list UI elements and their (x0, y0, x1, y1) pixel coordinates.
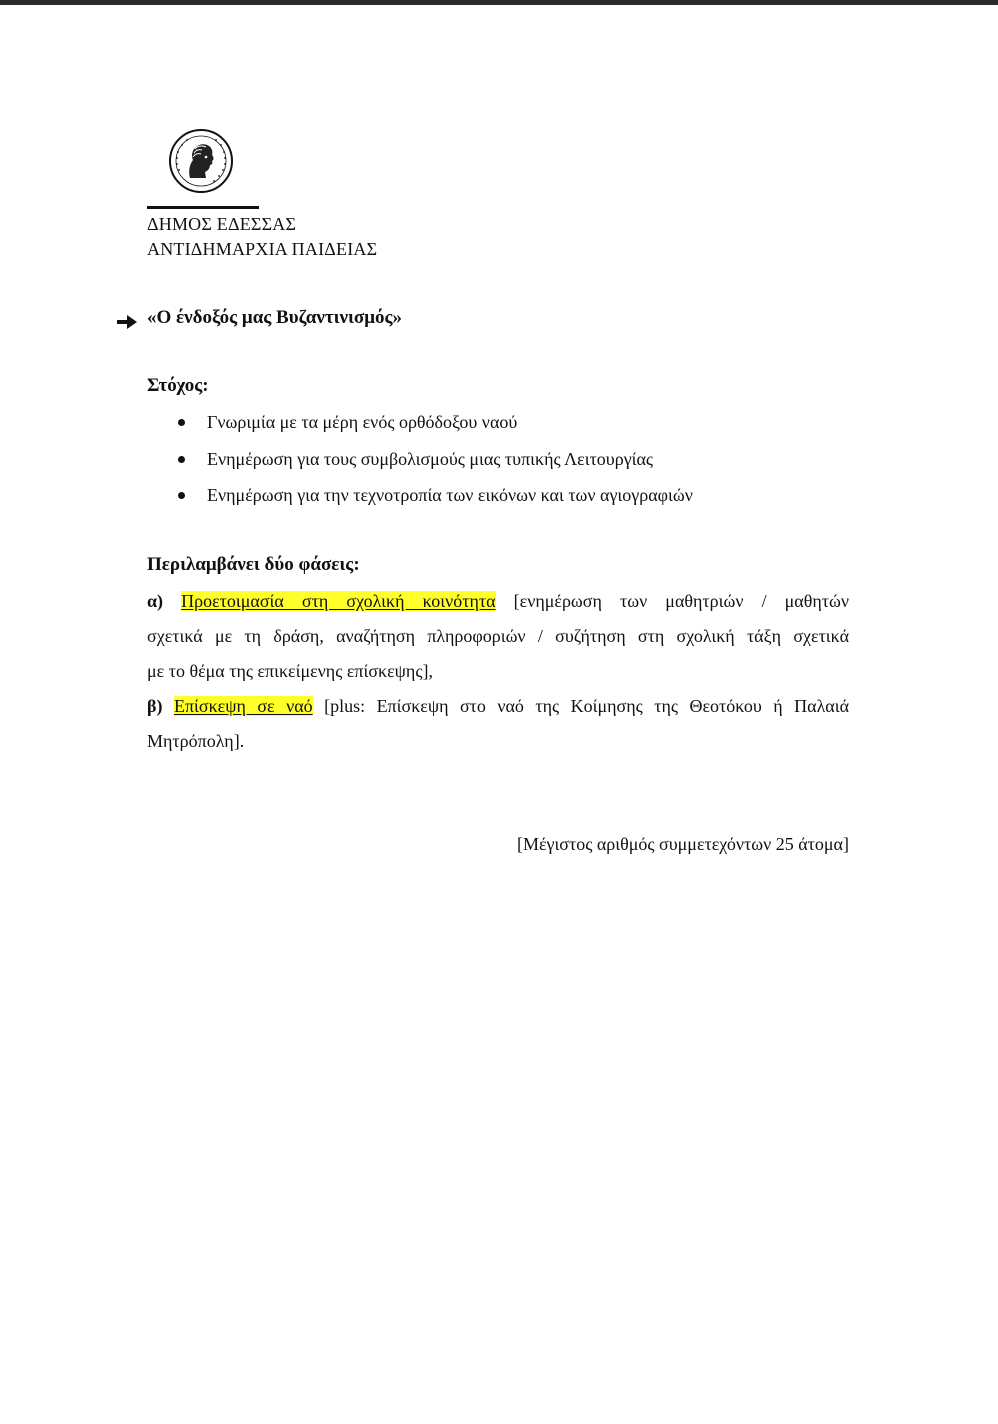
phase-a-marker: α) (147, 591, 164, 611)
program-title-row (117, 305, 402, 331)
header-rule (147, 206, 259, 209)
phase-a-line-2: σχετικά με τη δράση, αναζήτηση πληροφοριών / συζήτηση στη σχολική τάξη σχετικά (147, 626, 849, 646)
phase-b-line-2: Μητρόπολη]. (147, 731, 245, 751)
phase-b-line (147, 693, 849, 719)
phase-a-line (147, 588, 849, 614)
phase-a-highlight: Προετοιμασία στη σχολική κοινότητα (181, 591, 496, 611)
phase-b-highlight: Επίσκεψη σε ναό (173, 696, 313, 716)
right-arrow-icon (117, 311, 137, 325)
phases-label: Περιλαμβάνει δύο φάσεις: (147, 554, 360, 575)
department-name: ΑΝΤΙΔΗΜΑΡΧΙΑ ΠΑΙΔΕΙΑΣ (147, 239, 378, 259)
phase-a-text: [ενημέρωση των μαθητριών / μαθητών (513, 591, 849, 611)
coin-head-emblem-icon (168, 128, 234, 194)
phase-b-marker: β) (147, 696, 163, 716)
top-border (0, 0, 998, 5)
bullet-icon (178, 419, 185, 426)
phase-a-line-3: με το θέμα της επικείμενης επίσκεψης], (147, 661, 433, 681)
phase-b-text: [plus: Επίσκεψη στο ναό της Κοίμησης της Θεοτόκου ή Παλαιά (324, 696, 850, 716)
bullet-icon (178, 492, 185, 499)
program-title: «Ο ένδοξός μας Βυζαντινισμός» (147, 307, 403, 328)
bullet-icon (178, 456, 185, 463)
max-participants-note: [Μέγιστος αριθμός συμμετεχόντων 25 άτομα] (516, 834, 849, 854)
goals-label: Στόχος: (147, 375, 209, 396)
municipality-name: ΔΗΜΟΣ ΕΔΕΣΣΑΣ (147, 214, 297, 234)
